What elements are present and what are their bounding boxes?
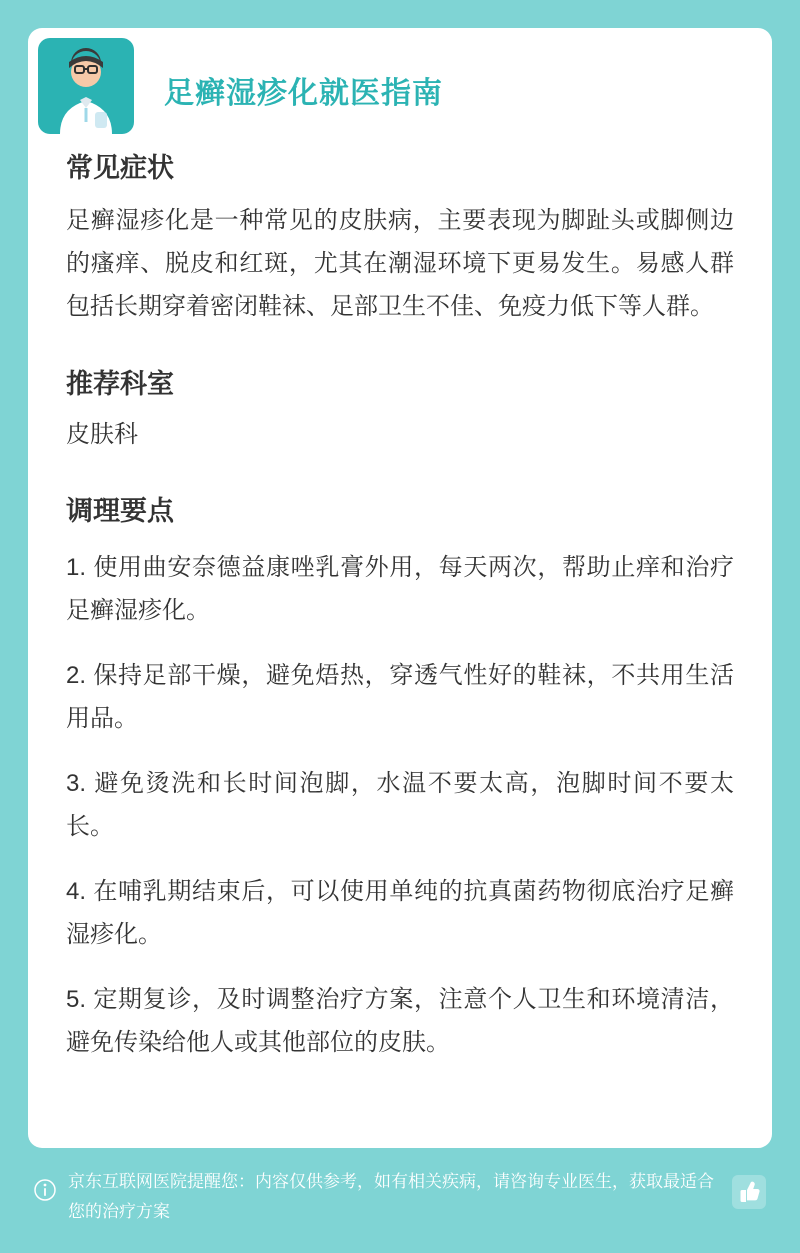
section-text-symptoms: 足癣湿疹化是一种常见的皮肤病，主要表现为脚趾头或脚侧边的瘙痒、脱皮和红斑，尤其在潮湿环境下更易发生。易感人群包括长期穿着密闭鞋袜、足部卫生不佳、免疫力低下等人群。 — [66, 207, 734, 320]
list-item: 2. 保持足部干燥，避免焐热，穿透气性好的鞋袜，不共用生活用品。 — [66, 662, 734, 732]
list-item: 1. 使用曲安奈德益康唑乳膏外用，每天两次，帮助止痒和治疗足癣湿疹化。 — [66, 554, 734, 624]
section-heading-tips: 调理要点 — [66, 496, 174, 526]
section-symptoms — [66, 146, 734, 328]
tips-list — [66, 546, 734, 1064]
list-item: 3. 避免烫洗和长时间泡脚，水温不要太高，泡脚时间不要太长。 — [66, 770, 734, 840]
footer-disclaimer-text: 京东互联网医院提醒您：内容仅供参考，如有相关疾病，请咨询专业医生，获取最适合您的治疗方案 — [68, 1172, 714, 1221]
list-item: 4. 在哺乳期结束后，可以使用单纯的抗真菌药物彻底治疗足癣湿疹化。 — [66, 878, 734, 948]
list-item: 5. 定期复诊，及时调整治疗方案，注意个人卫生和环境清洁，避免传染给他人或其他部位的皮肤。 — [66, 986, 734, 1056]
section-tips — [66, 489, 734, 1064]
footer-disclaimer-bar — [0, 1167, 800, 1253]
doctor-avatar-icon — [38, 38, 134, 134]
section-heading-department: 推荐科室 — [66, 369, 174, 399]
thumbs-up-icon[interactable] — [732, 1175, 766, 1209]
info-circle-icon — [34, 1179, 56, 1201]
page-title: 足癣湿疹化就医指南 — [164, 77, 443, 110]
section-text-department: 皮肤科 — [66, 421, 138, 448]
section-heading-symptoms: 常见症状 — [66, 153, 174, 183]
guide-card — [28, 28, 772, 1148]
section-department — [66, 362, 734, 455]
